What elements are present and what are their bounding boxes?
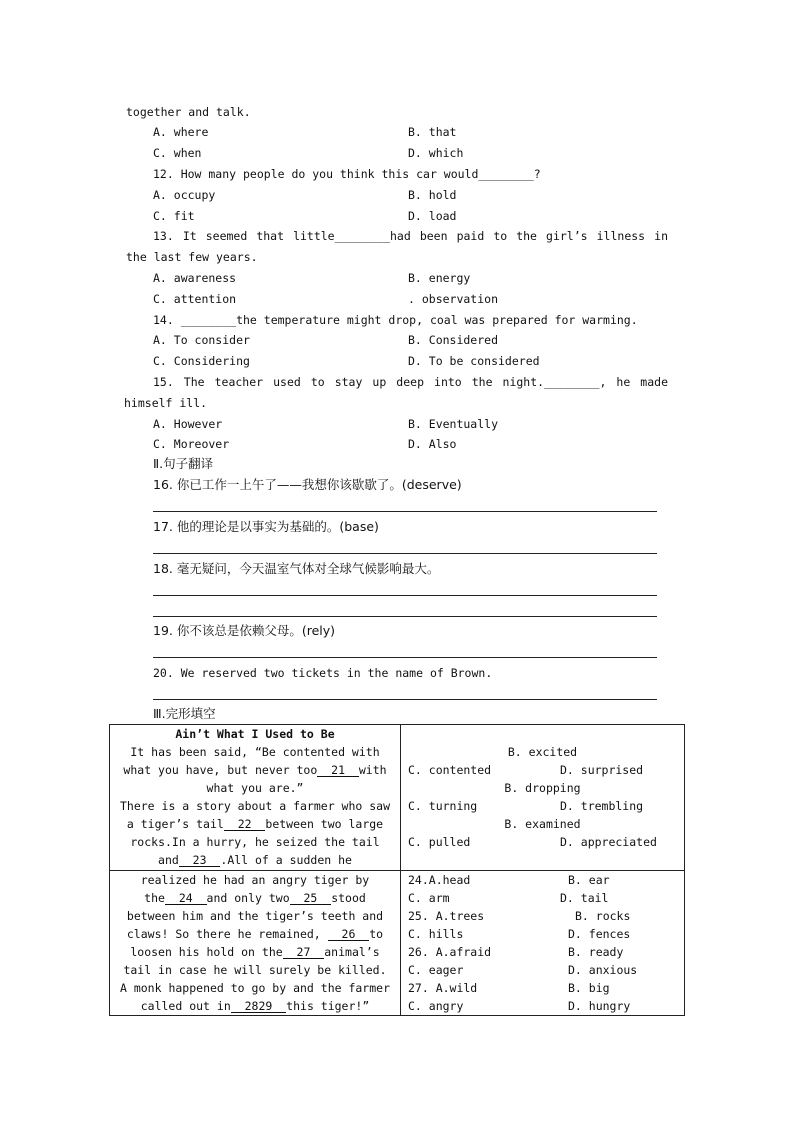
blank-24[interactable]: 24	[178, 891, 193, 905]
option-21-row-cd: C. contented D. surprised	[408, 763, 644, 777]
passage-line: a tiger’s tail 22 between two large	[126, 817, 384, 831]
q11-option-a: A. where	[153, 125, 209, 139]
q15-stem-line1: 15. The teacher used to stay up deep into the night.________, he made	[153, 375, 668, 389]
blank-26[interactable]: 26	[341, 927, 356, 941]
option-25-row-ab: 25. A.trees B. rocks	[408, 909, 631, 923]
q15-option-c: C. Moreover	[153, 437, 230, 451]
q15-option-b: B. Eventually	[408, 417, 499, 431]
q14-option-d: D. To be considered	[408, 354, 540, 368]
option-21-b: B. excited	[507, 745, 578, 759]
option-22-b: B. dropping	[504, 781, 581, 795]
q13-stem-line1: 13. It seemed that little________had been paid to the girl’s illness in	[153, 229, 668, 243]
blank-21[interactable]: 21	[331, 763, 346, 777]
passage-line: claws! So there he remained, 26 to	[126, 927, 384, 941]
passage-line: loosen his hold on the 27 animal’s	[130, 945, 380, 959]
options-cell-top	[401, 725, 685, 871]
translation-q17: 17. 他的理论是以事实为基础的。(base)	[153, 519, 379, 534]
q12-option-b: B. hold	[408, 188, 457, 202]
passage-title: Ain’t What I Used to Be	[175, 727, 335, 741]
passage-line: tail in case he will surely be killed.	[123, 963, 387, 977]
translation-q18: 18. 毫无疑问，今天温室气体对全球气候影响最大。	[153, 561, 440, 576]
passage-line: what you have, but never too 21 with	[123, 763, 387, 777]
q15-option-d: D. Also	[408, 437, 457, 451]
q13-option-c: C. attention	[153, 292, 237, 306]
option-24-row-cd: C. arm D. tail	[408, 891, 609, 905]
answer-line-q19[interactable]	[153, 657, 657, 658]
option-23-row-cd: C. pulled D. appreciated	[408, 835, 657, 849]
q15-stem-line2: himself ill.	[124, 396, 208, 410]
section-3-heading: Ⅲ.完形填空	[153, 706, 216, 721]
q13-option-a: A. awareness	[153, 271, 237, 285]
passage-line: There is a story about a farmer who saw	[119, 799, 391, 813]
answer-line-q18-2[interactable]	[153, 616, 657, 617]
option-27-row-cd: C. angry D. hungry	[408, 999, 631, 1013]
passage-line: between him and the tiger’s teeth and	[126, 909, 384, 923]
blank-23[interactable]: 23	[192, 853, 207, 867]
q13-option-d: . observation	[408, 292, 499, 306]
q13-stem-line2: the last few years.	[126, 250, 258, 264]
q14-option-c: C. Considering	[153, 354, 250, 368]
translation-q19: 19. 你不该总是依赖父母。(rely)	[153, 623, 336, 638]
options-cell-bottom	[401, 871, 685, 1016]
option-27-row-ab: 27. A.wild B. big	[408, 981, 610, 995]
q12-option-d: D. load	[408, 209, 457, 223]
blank-25[interactable]: 25	[303, 891, 318, 905]
blank-2829[interactable]: 2829	[244, 999, 273, 1013]
q11-option-d: D. which	[408, 146, 464, 160]
q11-option-c: C. when	[153, 146, 202, 160]
q14-option-a: A. To consider	[153, 333, 250, 347]
option-23-b: B. examined	[504, 817, 581, 831]
option-25-row-cd: C. hills D. fences	[408, 927, 631, 941]
passage-line: realized he had an angry tiger by	[140, 873, 370, 887]
q11-option-b: B. that	[408, 125, 457, 139]
option-22-row-cd: C. turning D. trembling	[408, 799, 644, 813]
answer-line-q17[interactable]	[153, 553, 657, 554]
answer-line-q16[interactable]	[153, 511, 657, 512]
section-2-heading: Ⅱ.句子翻译	[153, 456, 214, 471]
passage-cell-top	[110, 725, 401, 871]
blank-27[interactable]: 27	[296, 945, 311, 959]
translation-q16: 16. 你已工作一上午了——我想你该歇歇了。(deserve)	[153, 477, 462, 492]
passage-line: It has been said, “Be contented with	[130, 745, 380, 759]
translation-q20: 20. We reserved two tickets in the name of Brown.	[153, 666, 493, 680]
cloze-table	[109, 724, 685, 1016]
q11-stem-tail: together and talk.	[126, 105, 251, 119]
option-26-row-ab: 26. A.afraid B. ready	[408, 945, 624, 959]
q12-stem: 12. How many people do you think this car would________?	[153, 167, 541, 181]
option-26-row-cd: C. eager D. anxious	[408, 963, 638, 977]
passage-line: and 23 .All of a sudden he	[158, 853, 352, 867]
q14-stem: 14. ________the temperature might drop, coal was prepared for warming.	[153, 313, 638, 327]
passage-line: A monk happened to go by and the farmer	[119, 981, 391, 995]
option-24-row-ab: 24.A.head B. ear	[408, 873, 610, 887]
q15-option-a: A. However	[153, 417, 223, 431]
q13-option-b: B. energy	[408, 271, 471, 285]
q12-option-c: C. fit	[153, 209, 195, 223]
q12-option-a: A. occupy	[153, 188, 216, 202]
passage-line: rocks.In a hurry, he seized the tail	[130, 835, 380, 849]
passage-line: called out in 2829 this tiger!”	[140, 999, 370, 1013]
answer-line-q18-1[interactable]	[153, 595, 657, 596]
passage-line: the 24 and only two 25 stood	[144, 891, 366, 905]
passage-line: what you are.”	[206, 781, 304, 795]
passage-cell-bottom	[110, 871, 401, 1016]
answer-line-q20[interactable]	[153, 699, 657, 700]
blank-22[interactable]: 22	[237, 817, 252, 831]
q14-option-b: B. Considered	[408, 333, 499, 347]
